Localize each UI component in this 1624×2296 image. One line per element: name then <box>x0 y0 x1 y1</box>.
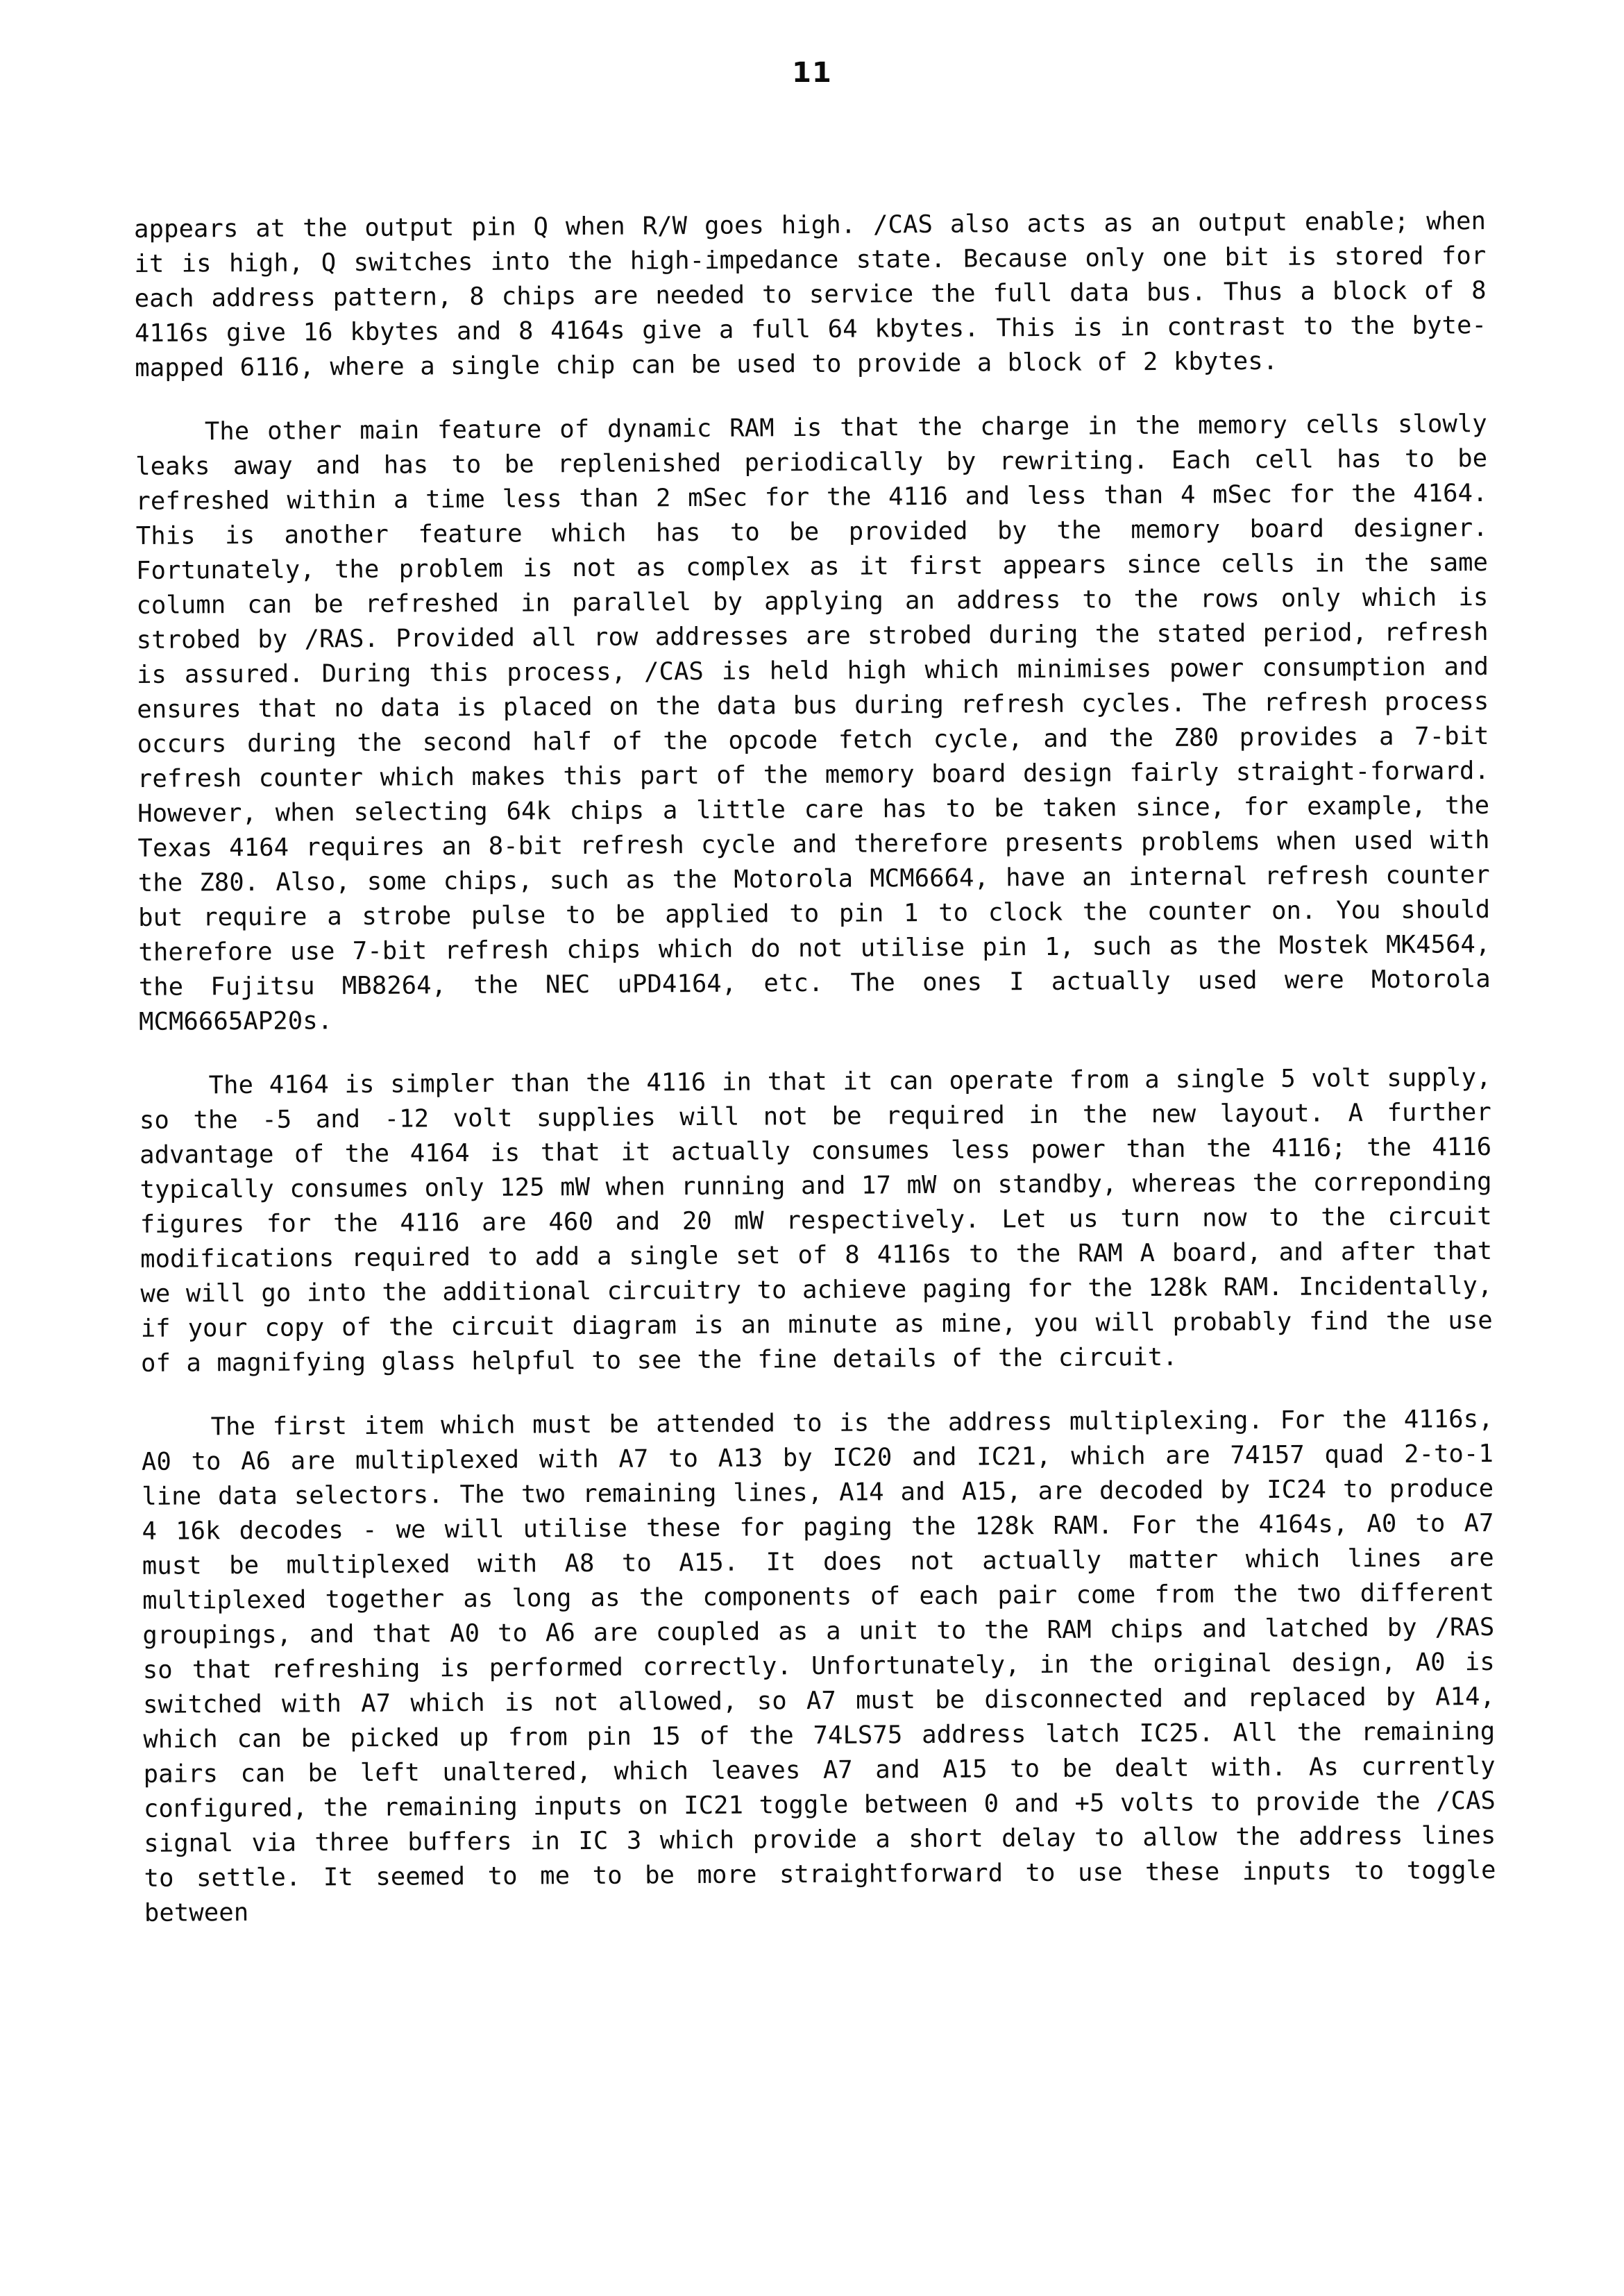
paragraph-4: The first item which must be attended to is the address multiplexing. For the 4116s, A0 to A6 are multiplexed with A7 to A13 by IC20 and IC21, which are 74157 quad 2-to-1 line data selectors. The two remaining lines, A14 and A15, are decoded by IC24 to produce 4 16k decodes - we will utilise these for paging the 128k RAM. For the 4164s, A0 to A7 must be multiplexed with A8 to A15. It does not actually matter which lines are multiplexed together as long as the components of each pair come from the two different groupings, and that A0 to A6 are coupled as a unit to the RAM chips and latched by /RAS so that refreshing is performed correctly. Unfortunately, in the original design, A0 is switched with A7 which is not allowed, so A7 must be disconnected and replaced by A14, which can be picked up from pin 15 of the 74LS75 address latch IC25. All the remaining pairs can be left unaltered, which leaves A7 and A15 to be dealt with. As currently configured, the remaining inputs on IC21 toggle between 0 and +5 volts to provide the /CAS signal via three buffers in IC 3 which provide a short delay to allow the address lines to settle. It seemed to me to be more straightforward to use these inputs to toggle between <box>141 1405 1496 1927</box>
paragraph-1: appears at the output pin Q when R/W goes high. /CAS also acts as an output enable; when it is high, Q switches into the high-impedance state. Because only one bit is stored for each address pattern, 8 chips are needed to service the full data bus. Thus a block of 8 4116s give 16 kbytes and 8 4164s give a full 64 kbytes. This is in contrast to the byte-mapped 6116, where a single chip can be used to provide a block of 2 kbytes. <box>133 207 1487 382</box>
document-body <box>134 204 1496 1960</box>
page-number: 11 <box>792 57 832 89</box>
paragraph-3: The 4164 is simpler than the 4116 in that it can operate from a single 5 volt supply, so the -5 and -12 volt supplies will not be required in the new layout. A further advantage of the 4164 is that it actually consumes less power than the 4116; the 4116 typically consumes only 125 mW when running and 17 mW on standby, whereas the correponding figures for the 4116 are 460 and 20 mW respectively. Let us turn now to the circuit modifications required to add a single set of 8 4116s to the RAM A board, and after that we will go into the additional circuitry to achieve paging for the 128k RAM. Incidentally, if your copy of the circuit diagram is an minute as mine, you will probably find the use of a magnifying glass helpful to see the fine details of the circuit. <box>139 1063 1493 1378</box>
paragraph-2: The other main feature of dynamic RAM is that the charge in the memory cells slowly leaks away and has to be replenished periodically by rewriting. Each cell has to be refreshed within a time less than 2 mSec for the 4116 and less than 4 mSec for the 4164. This is another feature which has to be provided by the memory board designer. Fortunately, the problem is not as complex as it first appears since cells in the same column can be refreshed in parallel by applying an address to the rows only which is strobed by /RAS. Provided all row addresses are strobed during the stated period, refresh is assured. During this process, /CAS is held high which minimises power consumption and ensures that no data is placed on the data bus during refresh cycles. The refresh process occurs during the second half of the opcode fetch cycle, and the Z80 provides a 7-bit refresh counter which makes this part of the memory board design fairly straight-forward. However, when selecting 64k chips a little care has to be taken since, for example, the Texas 4164 requires an 8-bit refresh cycle and therefore presents problems when used with the Z80. Also, some chips, such as the Motorola MCM6664, have an internal refresh counter but require a strobe pulse to be applied to pin 1 to clock the counter on. You should therefore use 7-bit refresh chips which do not utilise pin 1, such as the Mostek MK4564, the Fujitsu MB8264, the NEC uPD4164, etc. The ones I actually used were Motorola MCM6665AP20s. <box>135 410 1491 1036</box>
